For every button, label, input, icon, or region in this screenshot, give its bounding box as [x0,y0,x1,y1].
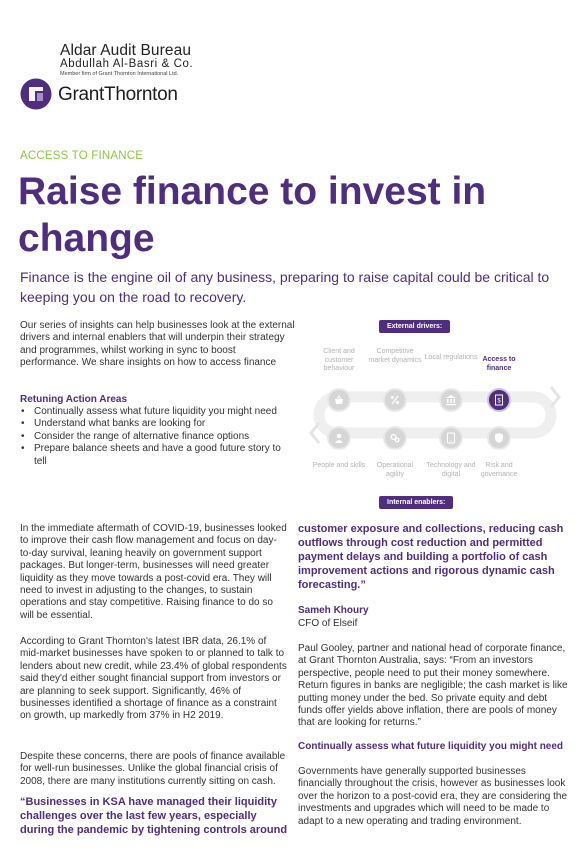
quote-author-name: Sameh Khoury [298,605,369,616]
label-client-behaviour: Client and customer behaviour [323,348,355,372]
lead-paragraph: Our series of insights can help businesses look at the external drivers and internal enablers that will underpin their strategy and programmes, whilst working in sync to boost performance. We share insights on how to access finance [20,320,295,369]
svg-text:$: $ [497,398,501,405]
grant-thornton-logo-icon [20,78,52,110]
tablet-icon [439,426,463,450]
body-paragraph-2: According to Grant Thornton's latest IBR data, 26.1% of mid-market businesses have spoken to or planned to talk to lenders about new credit, while 23.4% of global respondents said they'd either sought financial support from investors or are planning to seek support. Significantly, 46% of businesses identified a shortage of finance as a constraint on growth, up markedly from 37% in H2 2019. [20,636,287,722]
internal-enablers-label: Internal enablers: [379,496,453,509]
building-icon [439,388,463,412]
quote-author-role: CFO of Elseif [298,618,358,629]
label-operational-agility: Operational agility [376,462,414,478]
label-technology-digital: Technology and digital [426,462,476,478]
shield-icon [487,426,511,450]
brand-name: Aldar Audit Bureau [60,42,192,59]
body-paragraph-3: Despite these concerns, there are pools of finance available for well-run businesses. Unlike the global financial crisis of 2008, there are many institutions currently sitting on cash. [20,751,286,787]
drivers-diagram [305,318,570,513]
pull-quote-continued: customer exposure and collections, reducing cash outflows through cost reduction and permitted payment delays and building a portfolio of cash improvement actions and rigorous dynamic cash forecasting.” [298,523,564,591]
gears-icon [383,426,407,450]
action-areas-heading: Retuning Action Areas [20,394,128,405]
label-local-regulations: Local regulations [424,354,478,361]
page-title: Raise finance to invest in change [18,170,487,260]
list-item: • Prepare balance sheets and have a good future story to tell [20,443,295,468]
finance-document-icon [487,388,511,412]
external-drivers-label: External drivers: [379,320,450,333]
shopping-basket-icon [327,388,351,412]
body-paragraph-1: In the immediate aftermath of COVID-19, businesses looked to improve their cash flow management and focus on day-to-day survival, leaning heavily on government support packages. But longer-term, businesses will need greater liquidity as they move towards a post-covid era. They will need to invest in adjusting to the changes, to sustain operations and stay competitive. Raising finance to do so will be essential. [20,523,287,621]
list-item: • Understand what banks are looking for [20,418,295,430]
action-areas-list [20,406,295,468]
grant-thornton-wordmark: GrantThornton [58,84,178,105]
pull-quote: “Businesses in KSA have managed their liquidity challenges over the last few years, especially during the pandemic by tightening controls around [20,796,288,836]
body-paragraph-5: Governments have generally supported businesses financially throughout the crisis, however as businesses look over the horizon to a post-covid era, they are considering the investments and upgrades which will need to be made to adapt to a new operating and trading environment. [298,766,568,827]
person-icon [327,426,351,450]
brand-member-note: Member firm of Grant Thornton International Ltd. [60,71,179,77]
label-risk-governance: Risk and governance [480,462,518,478]
list-item: • Continually assess what future liquidity you might need [20,406,295,418]
intro-text: Finance is the engine oil of any business, preparing to raise capital could be critical to keeping you on the road to recovery. [20,269,550,305]
list-item: • Consider the range of alternative finance options [20,431,295,443]
label-people-skills: People and skills [312,462,366,469]
body-paragraph-4: Paul Gooley, partner and national head of corporate finance, at Grant Thornton Australia, says: “From an investors perspective, people need to put their money somewhere. Return figures in banks are negligible; the cash market is like putting money under the bed. So private equity and debt funds offer yields above inflation, there are pools of money that are looking for returns.” [298,643,568,729]
section-kicker: ACCESS TO FINANCE [20,150,144,162]
brand-subname: Abdullah Al-Basri & Co. [60,58,194,70]
diagram-track [305,373,570,463]
section-heading: Continually assess what future liquidity you might need [298,741,564,752]
label-access-to-finance: Access to finance [482,356,516,372]
percent-tag-icon [383,388,407,412]
label-market-dynamics: Competitive market dynamics [368,348,422,364]
